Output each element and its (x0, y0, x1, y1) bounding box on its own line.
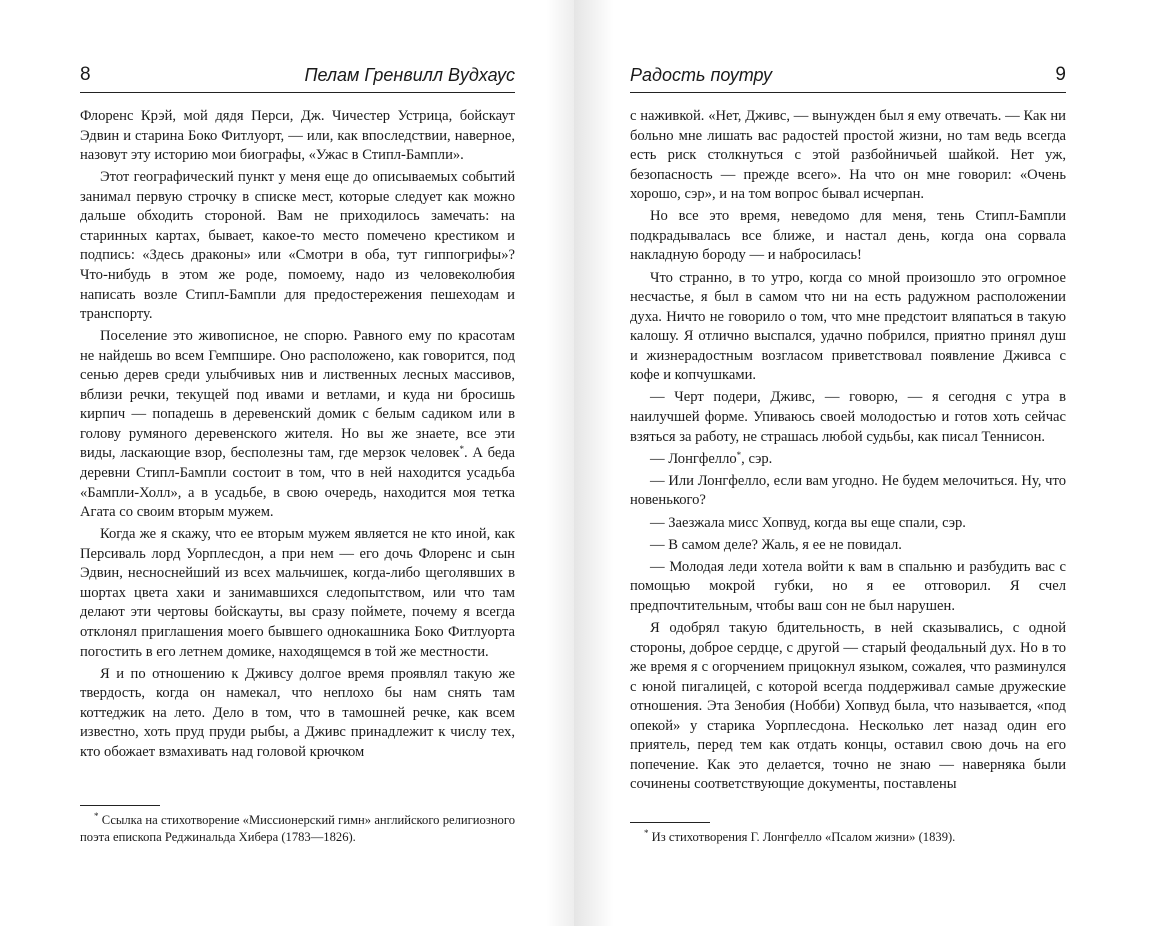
left-header (80, 64, 515, 90)
paragraph: — Черт подери, Дживс, — говорю, — я сегодня с утра в наилучшей форме. Упиваюсь своей молодостью и готов хоть сейчас взяться за работу, не страшась любой судьбы, как писал Теннисон. (630, 389, 1066, 445)
paragraph: Флоренс Крэй, мой дядя Перси, Дж. Чичестер Устрица, бойскаут Эдвин и старина Боко Фитлуорт, — или, как впоследствии, наверное, назовут эту историю мои биографы, «Ужас в Стипл-Бампли». (80, 108, 515, 164)
left-body-text (80, 107, 515, 765)
paragraph-text: — Лонгфелло (650, 450, 737, 467)
paragraph: Я и по отношению к Дживсу долгое время проявлял такую же твердость, когда он намекал, что неплохо бы нам снять там коттеджик на лето. Дело в том, что в тамошней речке, как всем известно, хоть пруд пруди рыбы, а Дживс принадлежит к числу тех, кто обожает взмахивать над головой крючком (80, 665, 515, 760)
right-footnote-rule (630, 822, 710, 823)
right-running-head: Радость поутру (630, 65, 772, 85)
paragraph: Этот географический пункт у меня еще до описываемых событий занимал первую строчку в списке мест, которые следует как можно дальше обходить стороной. Вам не приходилось замечать: на старинных картах, бывает, какое-то место помечено крестиком и подпись: «Здесь драконы» или «Смотри в оба, тут гиппогрифы»? Что-нибудь в этом же роде, помоему, надо из человеколюбия написать возле Стипл-Бампли для предостережения пешеходам и транспорту. (80, 169, 515, 323)
right-header-rule (630, 92, 1066, 93)
left-running-head: Пелам Гренвилл Вудхаус (304, 65, 515, 85)
left-page (0, 0, 574, 926)
gutter-shadow (546, 0, 574, 926)
paragraph: — Заезжала мисс Хопвуд, когда вы еще спали, сэр. (650, 514, 966, 531)
paragraph: — Молодая леди хотела войти к вам в спальню и разбудить вас с помощью мокрой губки, но я ее отговорил. Я счел предпочтительным, чтобы ваш сон не был нарушен. (630, 558, 1066, 614)
left-header-rule (80, 92, 515, 93)
paragraph: Что странно, в то утро, когда со мной произошло это огромное несчастье, я был в самом что ни на есть радужном расположении духа. Ничто не говорило о том, что мне предстоит вляпаться в такую калошу. Я отлично выспался, удачно побрился, приятно принял душ и жизнерадостным возгласом приветствовал появление Дживса с кофе и копчушками. (630, 269, 1066, 384)
paragraph-text: . А беда деревни Стипл-Бампли состоит в том, что в ней находится усадьба «Бампли-Холл», а в усадьбе, в свою очередь, находится моя тетка Агата со своим вторым мужем. (80, 445, 516, 521)
footnote-marker: * (94, 811, 99, 821)
footnote-text: Из стихотворения Г. Лонгфелло «Псалом жизни» (1839). (651, 830, 956, 844)
left-page-number: 8 (80, 64, 91, 85)
left-footnote-rule (80, 805, 160, 806)
footnote-marker: * (459, 444, 464, 455)
footnote-text: Ссылка на стихотворение «Миссионерский гимн» английского религиозного поэта епископа Реджинальда Хибера (1783—1826). (80, 813, 515, 844)
paragraph: с наживкой. «Нет, Дживс, — вынужден был я ему отвечать. — Как ни больно мне лишать вас радостей простой жизни, но там ведь всегда есть риск столкнуться с этой разбойничьей шайкой. Нет уж, безопасность — прежде всего». На что он мне говорил: «Очень хорошо, сэр», и на том вопрос бывал исчерпан. (630, 108, 1066, 203)
right-body-text (630, 107, 1066, 798)
paragraph: — Или Лонгфелло, если вам угодно. Не будем мелочиться. Ну, что новенького? (630, 472, 1066, 509)
paragraph-text: , сэр. (741, 450, 773, 467)
gutter-shadow (574, 0, 614, 926)
right-footnote (630, 829, 1066, 846)
right-header (630, 64, 1066, 90)
footnote-marker: * (644, 828, 649, 838)
left-footnote (80, 812, 515, 846)
footnote-marker: * (736, 449, 742, 460)
paragraph: Я одобрял такую бдительность, в ней сказывались, с одной стороны, доброе сердце, с другой — старый феодальный дух. Но в то же время я с огорчением прицокнул языком, сожалея, что разминулся с юной пигалицей, с которой всегда поддерживал самые дружеские отношения. Эта Зенобия (Нобби) Хопвуд была, что называется, «под опекой» у старика Уорплесдона. Несколько лет назад один его приятель, перед тем как отдать концы, оставил свою дочь на его попечение. Как это делается, точно не знаю — наверняка были сочинены соответствующие документы, поставлены (630, 620, 1066, 793)
paragraph: Но все это время, неведомо для меня, тень Стипл-Бампли подкрадывалась все ближе, и настал день, когда она сорвала накладную бороду — и набросилась! (630, 208, 1066, 264)
paragraph-text: Поселение это живописное, не спорю. Равного ему по красотам не найдешь во всем Гемпшире. Оно расположено, как говорится, под сенью дерев среди улыбчивых нив и лиственных лесных массивов, вблизи речки, текущей под ивами и ветлами, и куда ни бросишь кирпич — попадешь в деревенский домик с белым садиком или в голову румяного деревенского жителя. Но вы же знаете, все эти виды, ласкающие взор, бесполезны там, где мерзок человек (80, 328, 515, 462)
paragraph (630, 450, 1066, 470)
paragraph (80, 327, 515, 522)
paragraph: Когда же я скажу, что ее вторым мужем является не кто иной, как Персиваль лорд Уорплесдон, а при нем — его дочь Флоренс и сын Эдвин, несноснейший из всех мальчишек, когда-либо щеголявших в шортах цвета хаки и занимавшихся следопытством, или что там делают эти чертовы бойскауты, вы сразу поймете, почему я всегда отклонял приглашения моего бывшего однокашника Боко Фитлуорта погостить в его летнем домике, находящемся в той же местности. (80, 526, 515, 660)
paragraph: — В самом деле? Жаль, я ее не повидал. (650, 536, 902, 553)
right-page-number: 9 (1055, 64, 1066, 85)
right-page (574, 0, 1149, 926)
